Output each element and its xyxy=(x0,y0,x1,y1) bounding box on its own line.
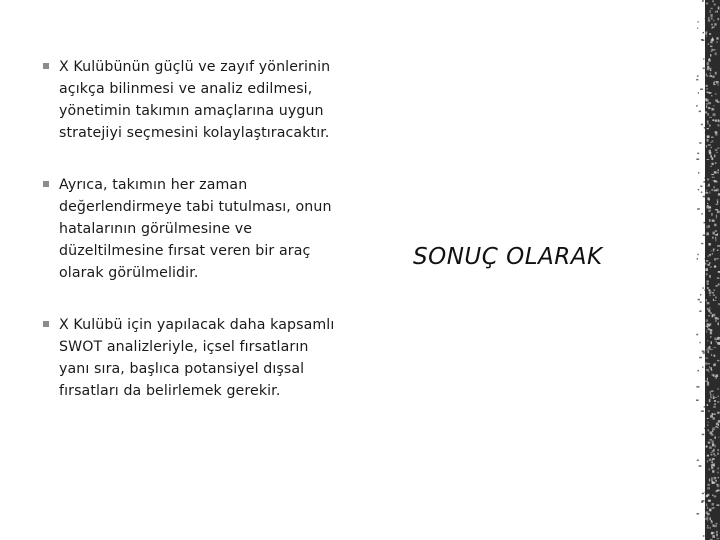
bullet-text: X Kulübünün güçlü ve zayıf yönlerinin açıkça bilinmesi ve analiz edilmesi, yönetimin takımın amaçlarına uygun stratejiyi seçmesini kolaylaştıracaktır. xyxy=(59,59,331,141)
square-bullet-icon xyxy=(43,181,49,187)
bullet-text: Ayrıca, takımın her zaman değerlendirmeye tabi tutulması, onun hatalarının görülmesine ve düzeltilmesine fırsat veren bir araç olarak görülmelidir. xyxy=(59,177,332,281)
square-bullet-icon xyxy=(43,63,49,69)
textured-edge-border xyxy=(696,0,720,540)
bullet-text: X Kulübü için yapılacak daha kapsamlı SWOT analizleriyle, içsel fırsatların yanı sıra, başlıca potansiyel dışsal fırsatları da belirlemek gerekir. xyxy=(59,317,335,399)
bullet-list xyxy=(42,56,342,402)
bullet-item xyxy=(42,314,342,402)
section-title: SONUÇ OLARAK xyxy=(413,244,603,270)
bullet-item xyxy=(42,56,342,144)
square-bullet-icon xyxy=(43,321,49,327)
bullet-item xyxy=(42,174,342,284)
